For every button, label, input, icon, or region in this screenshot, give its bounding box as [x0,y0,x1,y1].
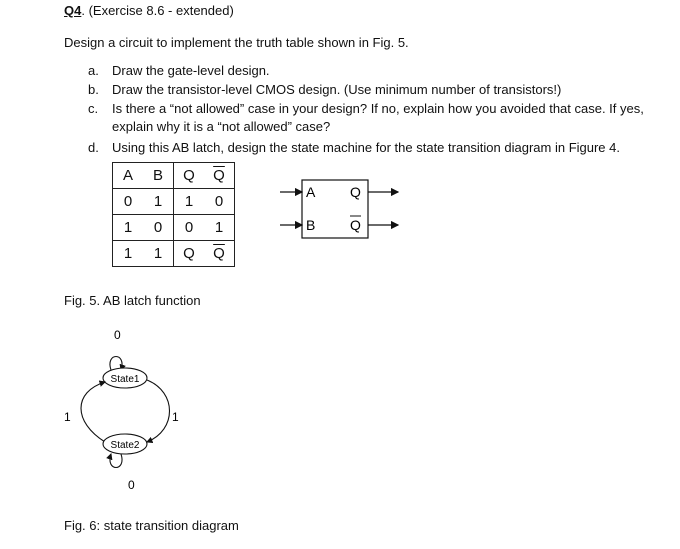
truth-table [112,162,235,267]
table-row [113,241,235,267]
fig5-caption: Fig. 5. AB latch function [64,293,201,308]
edge-state1-to-state2 [147,380,170,442]
list-item-d [88,139,672,157]
header-qbar: $\overline{Q}$ [213,167,225,184]
latch-input-b: B [306,217,316,233]
item-text: Draw the gate-level design. [112,63,270,78]
cell-b: 1 [153,245,163,262]
latch-input-a: A [306,184,316,200]
latch-output-qbar: Q [350,217,361,233]
item-text: Draw the transistor-level CMOS design. (Use minimum number of transistors!) [112,82,562,97]
cell-q: 0 [184,219,194,236]
header-q: Q [183,167,195,184]
state2-label: State2 [110,440,140,451]
cell-q: Q [183,245,195,262]
cell-b: 0 [153,219,163,236]
latch-output-q: Q [350,184,361,200]
list-item-a [88,62,672,80]
state1-label: State1 [110,374,140,385]
list-item-b [88,81,672,99]
state2-self-loop [110,454,122,468]
cell-q: 1 [184,193,194,210]
edge-state2-to-state1 [81,382,105,442]
item-marker: b. [88,82,99,97]
list-item-c [88,100,672,136]
cell-a: 0 [123,193,133,210]
intro-text: Design a circuit to implement the truth table shown in Fig. 5. [64,35,409,50]
cell-b: 1 [153,193,163,210]
question-title: . (Exercise 8.6 - extended) [81,3,234,18]
fig6-caption: Fig. 6: state transition diagram [64,518,239,533]
item-marker: c. [88,101,99,116]
cell-a: 1 [123,245,133,262]
cell-qbar: $\overline{Q}$ [213,245,225,262]
table-row [113,215,235,241]
cell-qbar: 1 [214,219,224,236]
latch-block-diagram [270,170,410,245]
item-text: Using this AB latch, design the state machine for the state transition diagram in Figure 4. [112,140,620,155]
header-a: A [122,167,133,184]
item-marker: d. [88,140,99,155]
right-edge-label: 1 [172,410,179,424]
table-header-row [113,163,235,189]
item-marker: a. [88,63,99,78]
state-transition-diagram [55,322,195,497]
left-edge-label: 1 [64,410,71,424]
question-number: Q4 [64,3,82,18]
state2-self-loop-label: 0 [128,478,135,492]
table-row [113,189,235,215]
question-heading [64,3,234,18]
header-b: B [152,167,163,184]
cell-qbar: 0 [214,193,224,210]
state1-self-loop-label: 0 [114,328,121,342]
cell-a: 1 [123,219,133,236]
item-text: Is there a “not allowed” case in your design? If no, explain how you avoided that case. If yes, explain why it is a “not allowed” case? [112,101,644,134]
